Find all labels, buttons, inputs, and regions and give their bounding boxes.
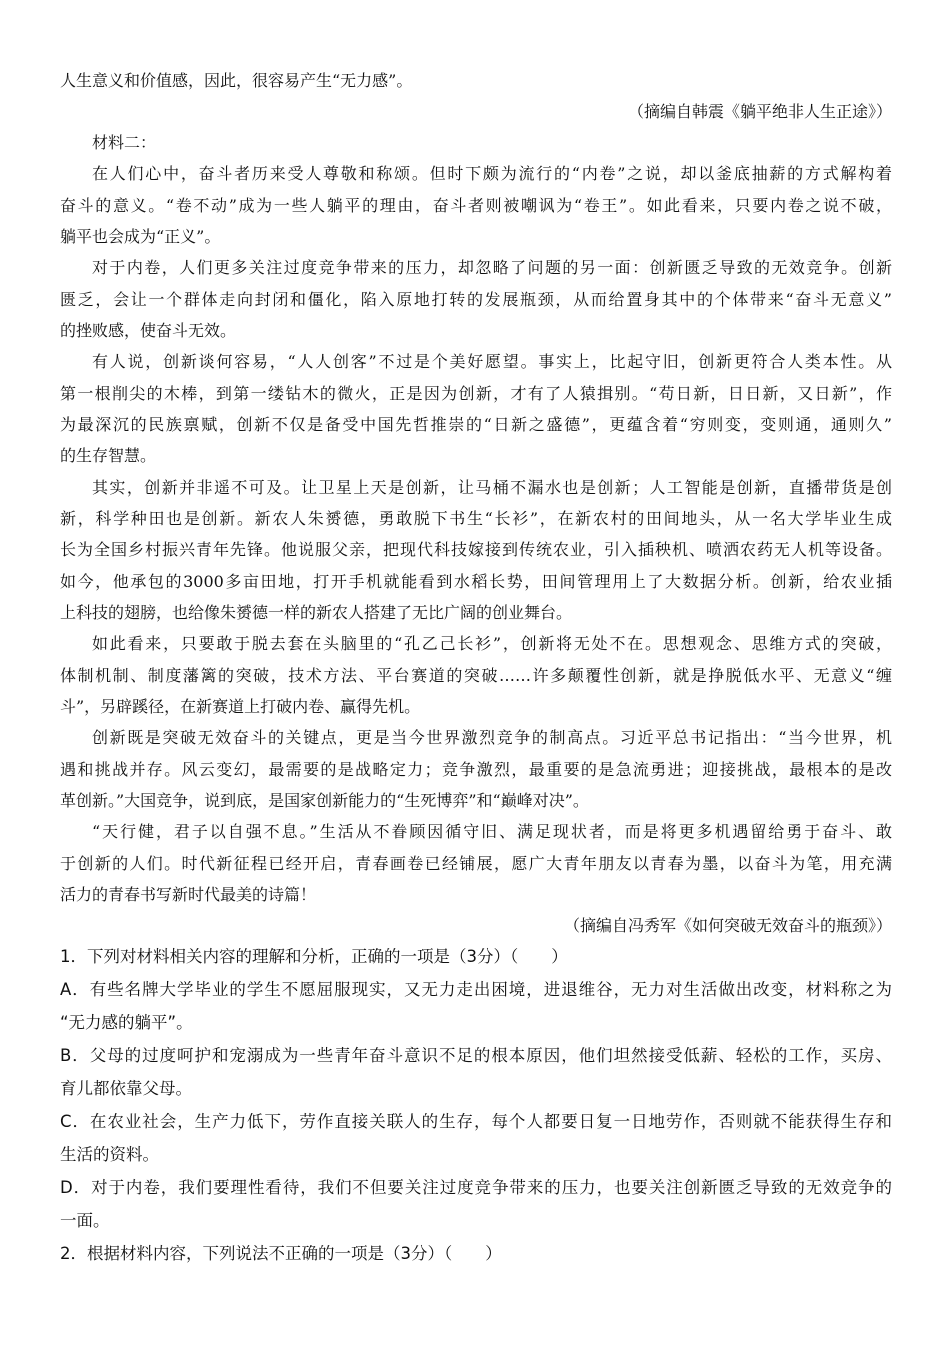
- passage-line: 如今，他承包的3000多亩田地，打开手机就能看到水稻长势，田间管理用上了大数据分析。创新，给农业插: [60, 572, 892, 591]
- question-2-stem: 2．根据材料内容，下列说法不正确的一项是（3分）（ ）: [60, 1244, 502, 1263]
- option-b-continued: 育儿都依靠父母。: [60, 1079, 192, 1098]
- passage-line: 上科技的翅膀，也给像朱赟德一样的新农人搭建了无比广阔的创业舞台。: [60, 603, 573, 622]
- passage-line: 如此看来，只要敢于脱去套在头脑里的“孔乙己长衫”，创新将无处不在。思想观念、思维方式的突破，: [92, 634, 892, 653]
- question-1-stem: 1．下列对材料相关内容的理解和分析，正确的一项是（3分）（ ）: [60, 947, 568, 966]
- passage-line: 于创新的人们。时代新征程已经开启，青春画卷已经铺展，愿广大青年朋友以青春为墨，以奋斗为笔，用充满: [60, 854, 892, 873]
- passage-line: 遇和挑战并存。风云变幻，最需要的是战略定力；竞争激烈，最重要的是急流勇进；迎接挑战，最根本的是改: [60, 760, 892, 779]
- option-c-continued: 生活的资料。: [60, 1145, 159, 1164]
- passage-line: 第一根削尖的木棒，到第一缕钻木的微火，正是因为创新，才有了人猿揖别。“苟日新，日日新，又日新”，作: [60, 384, 892, 403]
- passage-line: 斗”，另辟蹊径，在新赛道上打破内卷、赢得先机。: [60, 697, 421, 716]
- passage-line: 创新既是突破无效奋斗的关键点，更是当今世界激烈竞争的制高点。习近平总书记指出：“当今世界，机: [92, 728, 892, 747]
- source-citation-2: （摘编自冯秀军《如何突破无效奋斗的瓶颈》）: [563, 916, 892, 935]
- passage-line: 奋斗的意义。“卷不动”成为一些人躺平的理由，奋斗者则被嘲讽为“卷王”。如此看来，只要内卷之说不破，: [60, 196, 892, 215]
- passage-line: 革创新。”大国竞争，说到底，是国家创新能力的“生死博弈”和“巅峰对决”。: [60, 791, 589, 810]
- passage-opening-line: 人生意义和价值感，因此，很容易产生“无力感”。: [60, 71, 413, 90]
- passage-line: 的生存智慧。: [60, 446, 157, 465]
- passage-line: 体制机制、制度藩篱的突破，技术方法、平台赛道的突破……许多颠覆性创新，就是挣脱低水平、无意义“缠: [60, 666, 892, 685]
- passage-line: “天行健，君子以自强不息。”生活从不眷顾因循守旧、满足现状者，而是将更多机遇留给勇于奋斗、敢: [92, 822, 892, 841]
- option-a-continued: “无力感的躺平”。: [60, 1013, 193, 1032]
- passage-line: 为最深沉的民族禀赋，创新不仅是备受中国先哲推崇的“日新之盛德”，更蕴含着“穷则变，变则通，通则久”: [60, 415, 892, 434]
- passage-line: 其实，创新并非遥不可及。让卫星上天是创新，让马桶不漏水也是创新；人工智能是创新，直播带货是创: [92, 478, 892, 497]
- material-heading: 材料二：: [92, 133, 157, 152]
- passage-line: 长为全国乡村振兴青年先锋。他说服父亲，把现代科技嫁接到传统农业，引入插秧机、喷洒农药无人机等设备。: [60, 540, 892, 559]
- option-d-continued: 一面。: [60, 1211, 110, 1230]
- passage-line: 活力的青春书写新时代最美的诗篇！: [60, 885, 317, 904]
- option-a: A．有些名牌大学毕业的学生不愿屈服现实，又无力走出困境，进退维谷，无力对生活做出改变，材料称之为: [60, 980, 892, 999]
- passage-line: 的挫败感，使奋斗无效。: [60, 321, 237, 340]
- passage-line: 匮乏，会让一个群体走向封闭和僵化，陷入原地打转的发展瓶颈，从而给置身其中的个体带来“奋斗无意义”: [60, 290, 892, 309]
- option-b: B．父母的过度呵护和宠溺成为一些青年奋斗意识不足的根本原因，他们坦然接受低薪、轻松的工作，买房、: [60, 1046, 892, 1065]
- source-citation-1: （摘编自韩震《躺平绝非人生正途》）: [627, 102, 892, 121]
- passage-line: 新，科学种田也是创新。新农人朱赟德，勇敢脱下书生“长衫”，在新农村的田间地头，从一名大学毕业生成: [60, 509, 892, 528]
- passage-line: 有人说，创新谈何容易，“人人创客”不过是个美好愿望。事实上，比起守旧，创新更符合人类本性。从: [92, 352, 892, 371]
- passage-line: 对于内卷，人们更多关注过度竞争带来的压力，却忽略了问题的另一面：创新匮乏导致的无效竞争。创新: [92, 258, 892, 277]
- option-d: D．对于内卷，我们要理性看待，我们不但要关注过度竞争带来的压力，也要关注创新匮乏导致的无效竞争的: [60, 1178, 892, 1197]
- passage-line: 躺平也会成为“正义”。: [60, 227, 221, 246]
- option-c: C．在农业社会，生产力低下，劳作直接关联人的生存，每个人都要日复一日地劳作，否则就不能获得生存和: [60, 1112, 892, 1131]
- passage-line: 在人们心中，奋斗者历来受人尊敬和称颂。但时下颇为流行的“内卷”之说，却以釜底抽薪的方式解构着: [92, 164, 892, 183]
